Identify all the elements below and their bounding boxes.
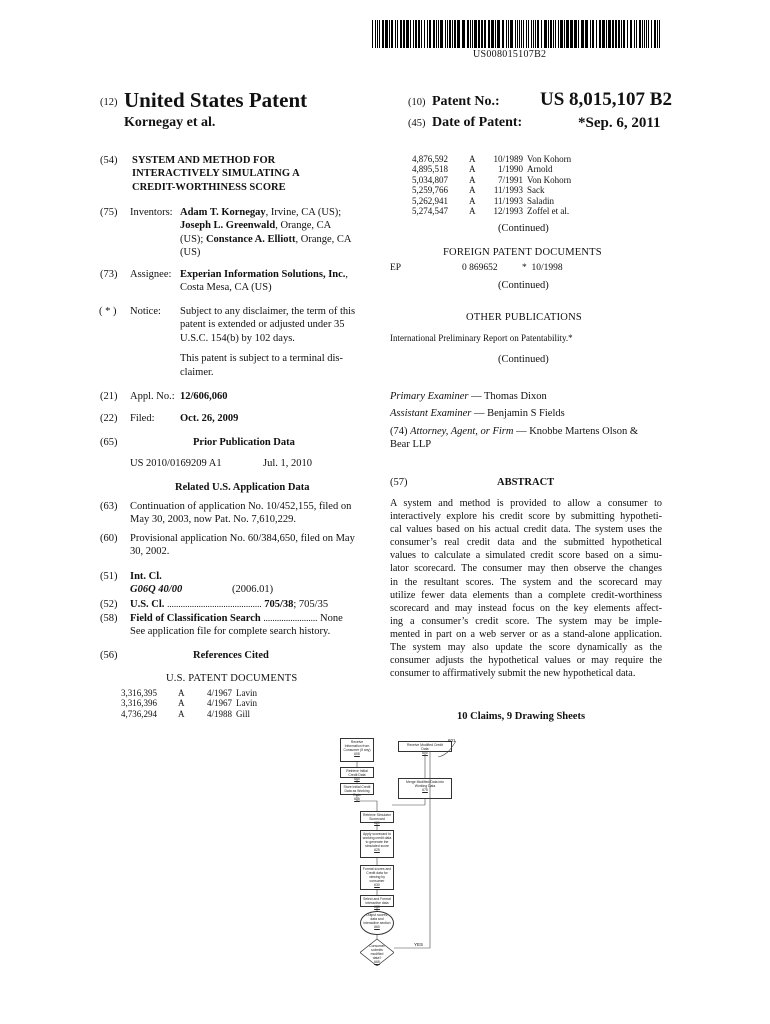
abstract-line: values to calculate a simulated credit score based on a simu- (390, 550, 662, 562)
assignee-label: Assignee: (130, 269, 172, 280)
flowchart-ref: 675 (422, 788, 428, 792)
us-refs-left (121, 688, 257, 719)
invention-title (132, 154, 300, 194)
notice-line: patent is extended or adjusted under 35 (180, 319, 345, 331)
abstract-line: scorecard and may instead focus on the key elements affect- (390, 602, 662, 614)
flowchart-text: data? (372, 956, 382, 960)
abstract-line: ing a consumer’s credit score. The system may be imple- (390, 615, 662, 627)
abstract-line: cal values based on his actual credit data. The system uses the (390, 524, 662, 536)
attorney-label: Attorney, Agent, or Firm (410, 426, 514, 437)
appl-label: Appl. No.: (130, 391, 175, 402)
flowchart-ref: 615 (354, 797, 360, 801)
cont-line: May 30, 2003, now Pat. No. 7,610,229. (130, 514, 296, 526)
flowchart-text: submits (371, 948, 383, 952)
filed-code: (22) (100, 413, 118, 424)
flowchart-ref: 670 (422, 751, 428, 755)
attorney-name-cont: Bear LLP (390, 439, 432, 451)
attorney-code: (74) (390, 426, 408, 437)
foreign-number: 0 869652 (462, 263, 498, 273)
figure-yes: YES (414, 942, 424, 947)
filed-label: Filed: (130, 413, 155, 424)
attorney (390, 425, 638, 452)
intcl-label: Int. Cl. (130, 571, 162, 582)
field-dots: ........................ (263, 613, 318, 623)
prior-date: Jul. 1, 2010 (263, 458, 313, 469)
ref-row: 5,034,807 A 7/1991 Von Kohorn (412, 174, 572, 185)
intcl-code: (51) (100, 571, 118, 582)
patent-number: US 8,015,107 B2 (540, 89, 672, 110)
attorney-name: — Knobbe Martens Olson & (513, 426, 638, 437)
field-code: (58) (100, 613, 118, 624)
flowchart-text: Scorecard (369, 817, 385, 821)
inventor-location: , Irvine, CA (US); (265, 207, 342, 218)
inventor-name: Constance A. Elliott (205, 233, 296, 245)
assistant-label: Assistant Examiner (390, 408, 472, 419)
flowchart-text: Merge Modified Data into (406, 780, 444, 784)
flowchart-text: Retrieve Initial (346, 769, 368, 773)
code-45: (45) (408, 118, 426, 129)
uscl-line (130, 598, 328, 611)
flowchart-text: Output scores, (365, 913, 389, 917)
flowchart-text: viewing by (369, 875, 385, 879)
abstract-line: consumer to affirmatively submit the new hypothetical data. (390, 668, 636, 680)
refs-heading: References Cited (193, 650, 269, 661)
flowchart-text: Information from (344, 744, 370, 748)
abstract-heading: ABSTRACT (497, 477, 555, 488)
ref-row: 5,259,766 A 11/1993 Sack (412, 185, 545, 196)
inventor-location: , Orange, CA (275, 220, 332, 232)
notice-line: Subject to any disclaimer, the term of this (180, 306, 356, 317)
appl-number: 12/606,060 (180, 391, 228, 402)
flowchart-text: Data (353, 793, 361, 797)
inventors-short: Kornegay et al. (124, 115, 216, 130)
flowchart-text: Data (421, 747, 429, 751)
intcl-year: (2006.01) (232, 584, 274, 595)
primary-examiner (390, 390, 547, 403)
flowchart-connectors (330, 735, 470, 970)
notice-label: Notice: (130, 306, 161, 317)
flowchart-ref: 605 (354, 752, 360, 756)
cont-text (130, 500, 351, 527)
prior-heading: Prior Publication Data (193, 437, 295, 448)
field-line (130, 612, 343, 625)
flowchart-text: simulated score (365, 844, 389, 848)
primary-label: Primary Examiner (390, 391, 469, 402)
flowchart-text: Retrieve Simulator (363, 813, 391, 817)
abstract-text (390, 497, 662, 680)
claims-count: 10 Claims, 9 Drawing Sheets (457, 711, 586, 722)
flowchart-text: Store Initial Credit (343, 785, 371, 789)
code-12: (12) (100, 97, 118, 108)
notice-line: claimer. (180, 366, 214, 378)
title-line: INTERACTIVELY SIMULATING A (132, 168, 300, 180)
ref-row: 3,316,395 A 4/1967 Lavin (121, 688, 257, 698)
inventor-name: Adam T. Kornegay (180, 207, 266, 218)
cont-line: Continuation of application No. 10/452,155, filed on (130, 501, 352, 512)
assignee-name: Experian Information Solutions, Inc. (180, 269, 346, 280)
flowchart-text: Format scores and (362, 867, 392, 871)
barcode-number: US008015107B2 (473, 49, 547, 60)
ref-row: 5,262,941 A 11/1993 Saladin (412, 195, 554, 206)
inventors-list (180, 206, 375, 260)
patent-date: *Sep. 6, 2011 (578, 115, 661, 131)
prior-code: (65) (100, 437, 118, 448)
ref-row: 4,736,294 A 4/1988 Gill (121, 708, 251, 719)
flowchart-text: Credit data for (366, 871, 388, 875)
patent-type: United States Patent (124, 88, 308, 112)
foreign-heading: FOREIGN PATENT DOCUMENTS (443, 247, 602, 258)
refs-code: (56) (100, 650, 118, 661)
foreign-date: * 10/1998 (522, 263, 563, 273)
uscl-secondary: ; 705/35 (293, 599, 329, 610)
field-note: See application file for complete search history. (130, 626, 331, 637)
us-docs-heading: U.S. PATENT DOCUMENTS (166, 673, 298, 684)
abstract-line: in the resultant scores. The system and the scorecard may (390, 576, 662, 588)
inventor-location: (US) (180, 247, 201, 259)
barcode-gap (660, 20, 661, 48)
abstract-line: consumer adjusts the hypothetical values or may require the (390, 655, 662, 667)
prov-line: 30, 2002. (130, 546, 170, 558)
abstract-line: consumer’s real credit data and the submitted hypothetical (390, 537, 662, 549)
field-label: Field of Classification Search (130, 613, 261, 624)
flowchart-ref: 625 (374, 848, 380, 852)
flowchart-text: Apply scorecard to (362, 832, 392, 836)
flowchart-text: Receive Modified Credit (407, 743, 443, 747)
figure-ref: 601 (448, 738, 456, 743)
us-refs-right (412, 154, 571, 216)
intcl-class: G06Q 40/00 (130, 584, 183, 595)
filed-date: Oct. 26, 2009 (180, 413, 239, 424)
inventor-location: (US); (180, 233, 206, 245)
assignee-code: (73) (100, 269, 118, 280)
continued-other: (Continued) (498, 354, 549, 365)
barcode (372, 20, 663, 48)
abstract-line: A system and method is provided to allow a consumer to (390, 498, 662, 509)
flowchart-ref: 665 (374, 960, 380, 964)
related-heading: Related U.S. Application Data (175, 482, 310, 493)
inventor-location: , Orange, CA (295, 233, 352, 245)
inventors-label: Inventors: (130, 207, 173, 218)
assistant-examiner (390, 407, 565, 420)
flowchart-text: to generate the (365, 840, 389, 844)
flowchart-ref: 620 (374, 821, 380, 825)
abstract-line: The system may also update the score dynamically as the (390, 642, 662, 654)
flowchart-text: interactive data (365, 901, 389, 905)
assignee (180, 268, 348, 295)
date-label: Date of Patent: (432, 115, 523, 130)
inventor-name: Joseph L. Greenwald (180, 220, 276, 232)
prov-line: Provisional application No. 60/384,650, filed on May (130, 533, 355, 544)
title-line: CREDIT-WORTHINESS SCORE (132, 181, 286, 193)
flowchart-text: Working Data (414, 784, 436, 788)
flowchart-text: Consumer (369, 944, 385, 948)
continued-foreign: (Continued) (498, 280, 549, 291)
abstract-line: lator scorecard. The consumer may then observe the changes (390, 563, 662, 575)
flowchart-ref: 635 (374, 905, 380, 909)
ref-row: 3,316,396 A 4/1967 Lavin (121, 698, 257, 709)
abstract-line: utilize fewer data elements than a complete credit-worthiness (390, 589, 662, 601)
notice-text (180, 305, 368, 379)
notice-code: ( * ) (99, 306, 117, 317)
code-10: (10) (408, 97, 426, 108)
foreign-country: EP (390, 263, 402, 273)
assignee-punct: , (345, 269, 349, 280)
patent-no-label: Patent No.: (432, 94, 500, 109)
flowchart-text: Select and Format (363, 897, 391, 901)
abstract-code: (57) (390, 477, 408, 488)
flowchart-text: Credit Data (348, 773, 366, 777)
flowchart-text: Consumer (if any) (343, 748, 371, 752)
assignee-location: Costa Mesa, CA (US) (180, 282, 272, 294)
flowchart-text: working credit data (362, 836, 392, 840)
other-heading: OTHER PUBLICATIONS (466, 312, 582, 323)
other-publication: International Preliminary Report on Patentability.* (390, 333, 573, 343)
cont-code: (63) (100, 501, 118, 512)
flowchart-ref: 660 (374, 925, 380, 929)
prov-text (130, 532, 355, 559)
flowchart-text: modified (370, 952, 384, 956)
assistant-name: — Benjamin S Fields (471, 408, 565, 419)
continued-refs: (Continued) (498, 223, 549, 234)
uscl-primary: 705/38 (264, 599, 294, 610)
flowchart-text: Receive (350, 740, 364, 744)
flowchart-text: data and (370, 917, 384, 921)
notice-line: U.S.C. 154(b) by 102 days. (180, 332, 295, 344)
field-value: None (320, 613, 343, 624)
ref-row: 4,895,518 A 1/1990 Arnold (412, 164, 553, 175)
notice-line: This patent is subject to a terminal dis- (180, 353, 344, 365)
uscl-label: U.S. Cl. (130, 599, 165, 610)
title-line: SYSTEM AND METHOD FOR (132, 155, 276, 166)
uscl-dots: .......................................... (167, 599, 262, 609)
flowchart-ref: 630 (374, 883, 380, 887)
uscl-code: (52) (100, 599, 118, 610)
title-code: (54) (100, 155, 118, 166)
flowchart-ref: 610 (354, 777, 360, 781)
ref-row: 4,876,592 A 10/1989 Von Kohorn (412, 154, 572, 164)
primary-name: — Thomas Dixon (468, 391, 547, 402)
appl-code: (21) (100, 391, 118, 402)
prov-code: (60) (100, 533, 118, 544)
abstract-line: interactively explore his credit score by submitting hypotheti- (390, 511, 662, 523)
prior-pub: US 2010/0169209 A1 (130, 458, 222, 469)
ref-row: 5,274,547 A 12/1993 Zoffel et al. (412, 206, 570, 217)
flowchart-text: consumer (369, 879, 385, 883)
inventors-code: (75) (100, 207, 118, 218)
flowchart-text: Data as Working (344, 789, 370, 793)
flowchart-text: interactive section (363, 921, 391, 925)
abstract-line: mented in part on a web server or as a stand-alone application. (390, 628, 662, 640)
